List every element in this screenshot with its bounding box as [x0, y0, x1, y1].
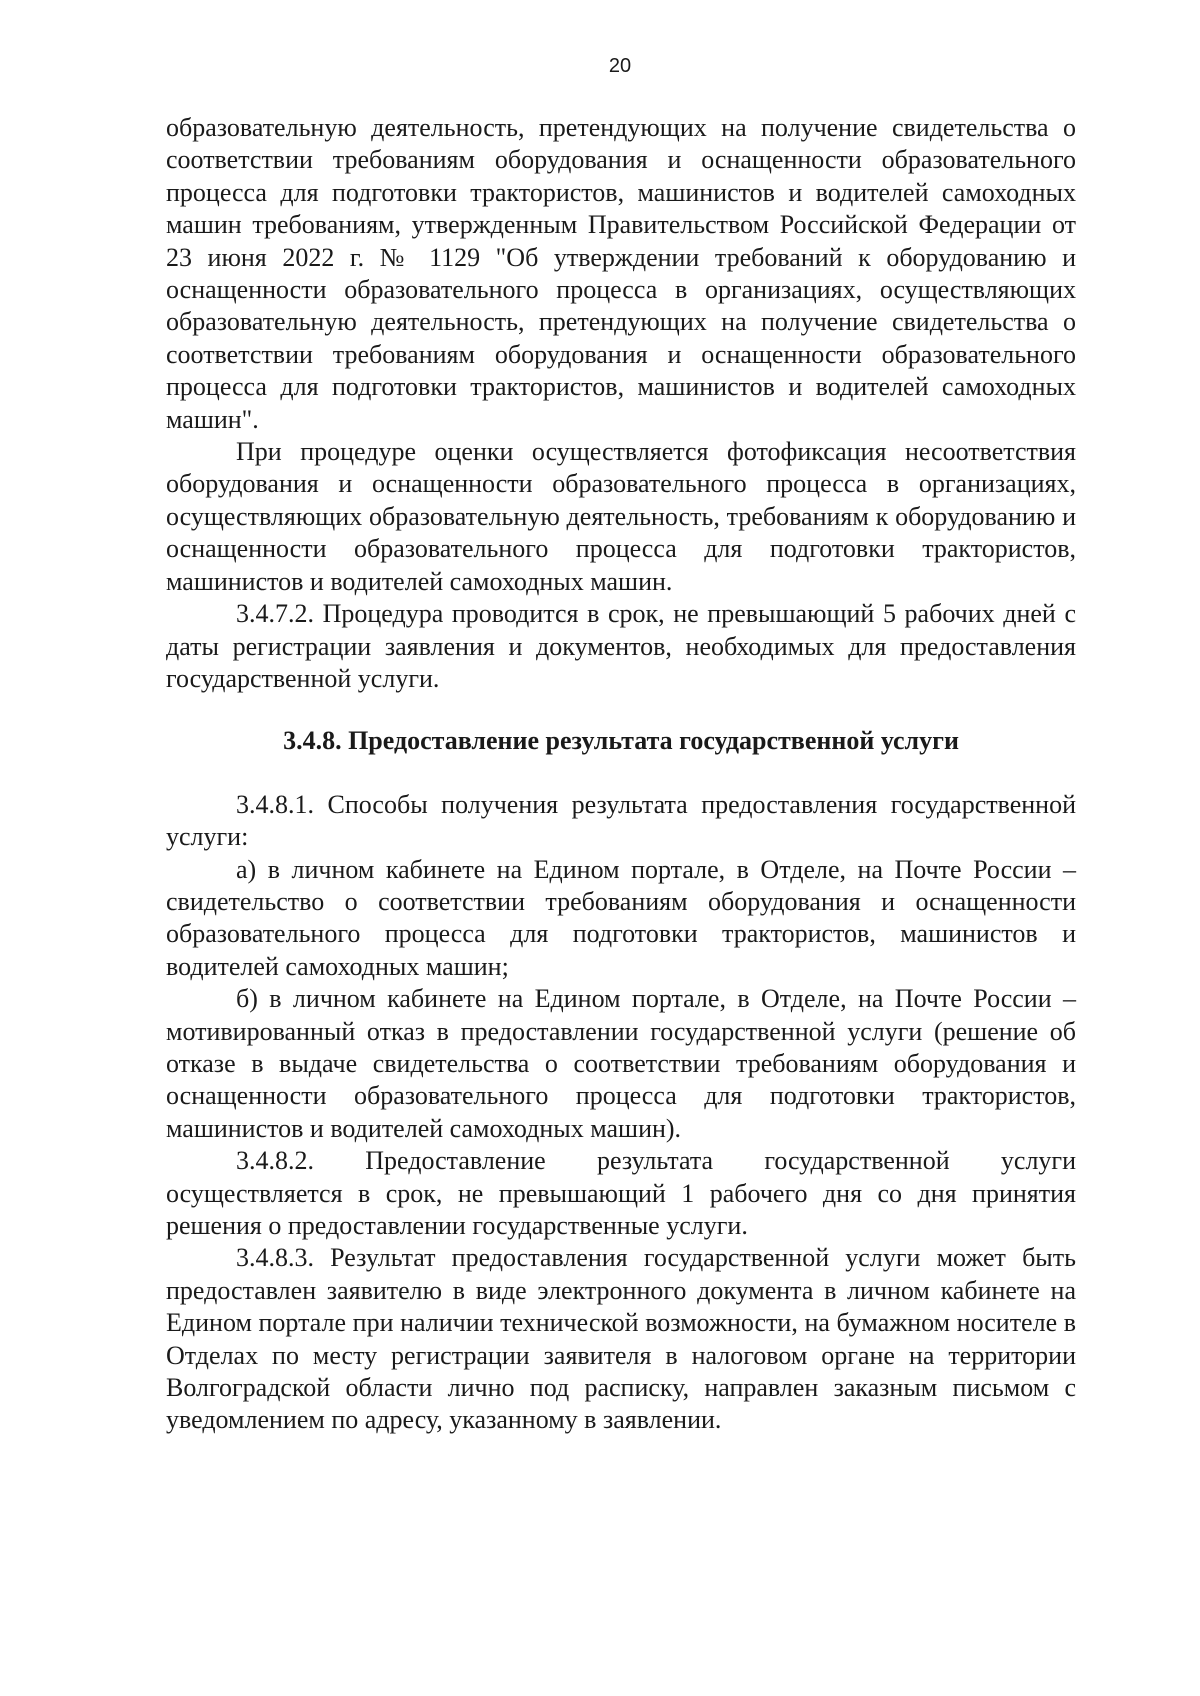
paragraph-3-4-8-1: 3.4.8.1. Способы получения результата предоставления государственной услуги: — [166, 789, 1076, 852]
paragraph-item-a: а) в личном кабинете на Едином портале, в Отделе, на Почте России – свидетельство о соответствии требованиям оборудования и оснащенности образовательного процесса для подготовки трактористов, машинистов и водителей самоходных машин; — [166, 854, 1076, 981]
page-number: 20 — [608, 55, 632, 77]
paragraph-3-4-7-2: 3.4.7.2. Процедура проводится в срок, не превышающий 5 рабочих дней с даты регистрации заявления и документов, необходимых для предоставления государственной услуги. — [166, 599, 1076, 693]
paragraph-photo-fixation: При процедуре оценки осуществляется фотофиксация несоответствия оборудования и оснащенности образовательного процесса в организациях, осуществляющих образовательную деятельность, требованиям к оборудованию и оснащенности образовательного процесса для подготовки трактористов, машинистов и водителей самоходных машин. — [166, 437, 1076, 596]
paragraph-3-4-8-3: 3.4.8.3. Результат предоставления государственной услуги может быть предоставлен заявителю в виде электронного документа в личном кабинете на Едином портале при наличии технической возможности, на бумажном носителе в Отделах по месту регистрации заявителя в налоговом органе на территории Волгоградской области лично под расписку, направлен заказным письмом с уведомлением по адресу, указанному в заявлении. — [166, 1243, 1076, 1435]
paragraph-3-4-8-2: 3.4.8.2. Предоставление результата государственной услуги осуществляется в срок, не превышающий 1 рабочего дня со дня принятия решения о предоставлении государственные услуги. — [166, 1146, 1076, 1240]
paragraph-item-b: б) в личном кабинете на Едином портале, в Отделе, на Почте России – мотивированный отказ в предоставлении государственной услуги (решение об отказе в выдаче свидетельства о соответствии требованиям оборудования и оснащенности образовательного процесса для подготовки трактористов, машинистов и водителей самоходных машин). — [166, 984, 1076, 1143]
section-heading-3-4-8: 3.4.8. Предоставление результата государственной услуги — [283, 726, 959, 756]
document-body — [166, 112, 1076, 1437]
paragraph-continuation: образовательную деятельность, претендующих на получение свидетельства о соответствии требованиям оборудования и оснащенности образовательного процесса для подготовки трактористов, машинистов и водителей самоходных машин требованиям, утвержденным Правительством Российской Федерации от 23 июня 2022 г. № 1129 "Об утверждении требований к оборудованию и оснащенности образовательного процесса в организациях, осуществляющих образовательную деятельность, претендующих на получение свидетельства о соответствии требованиям оборудования и оснащенности образовательного процесса для подготовки трактористов, машинистов и водителей самоходных машин". — [166, 113, 1076, 434]
